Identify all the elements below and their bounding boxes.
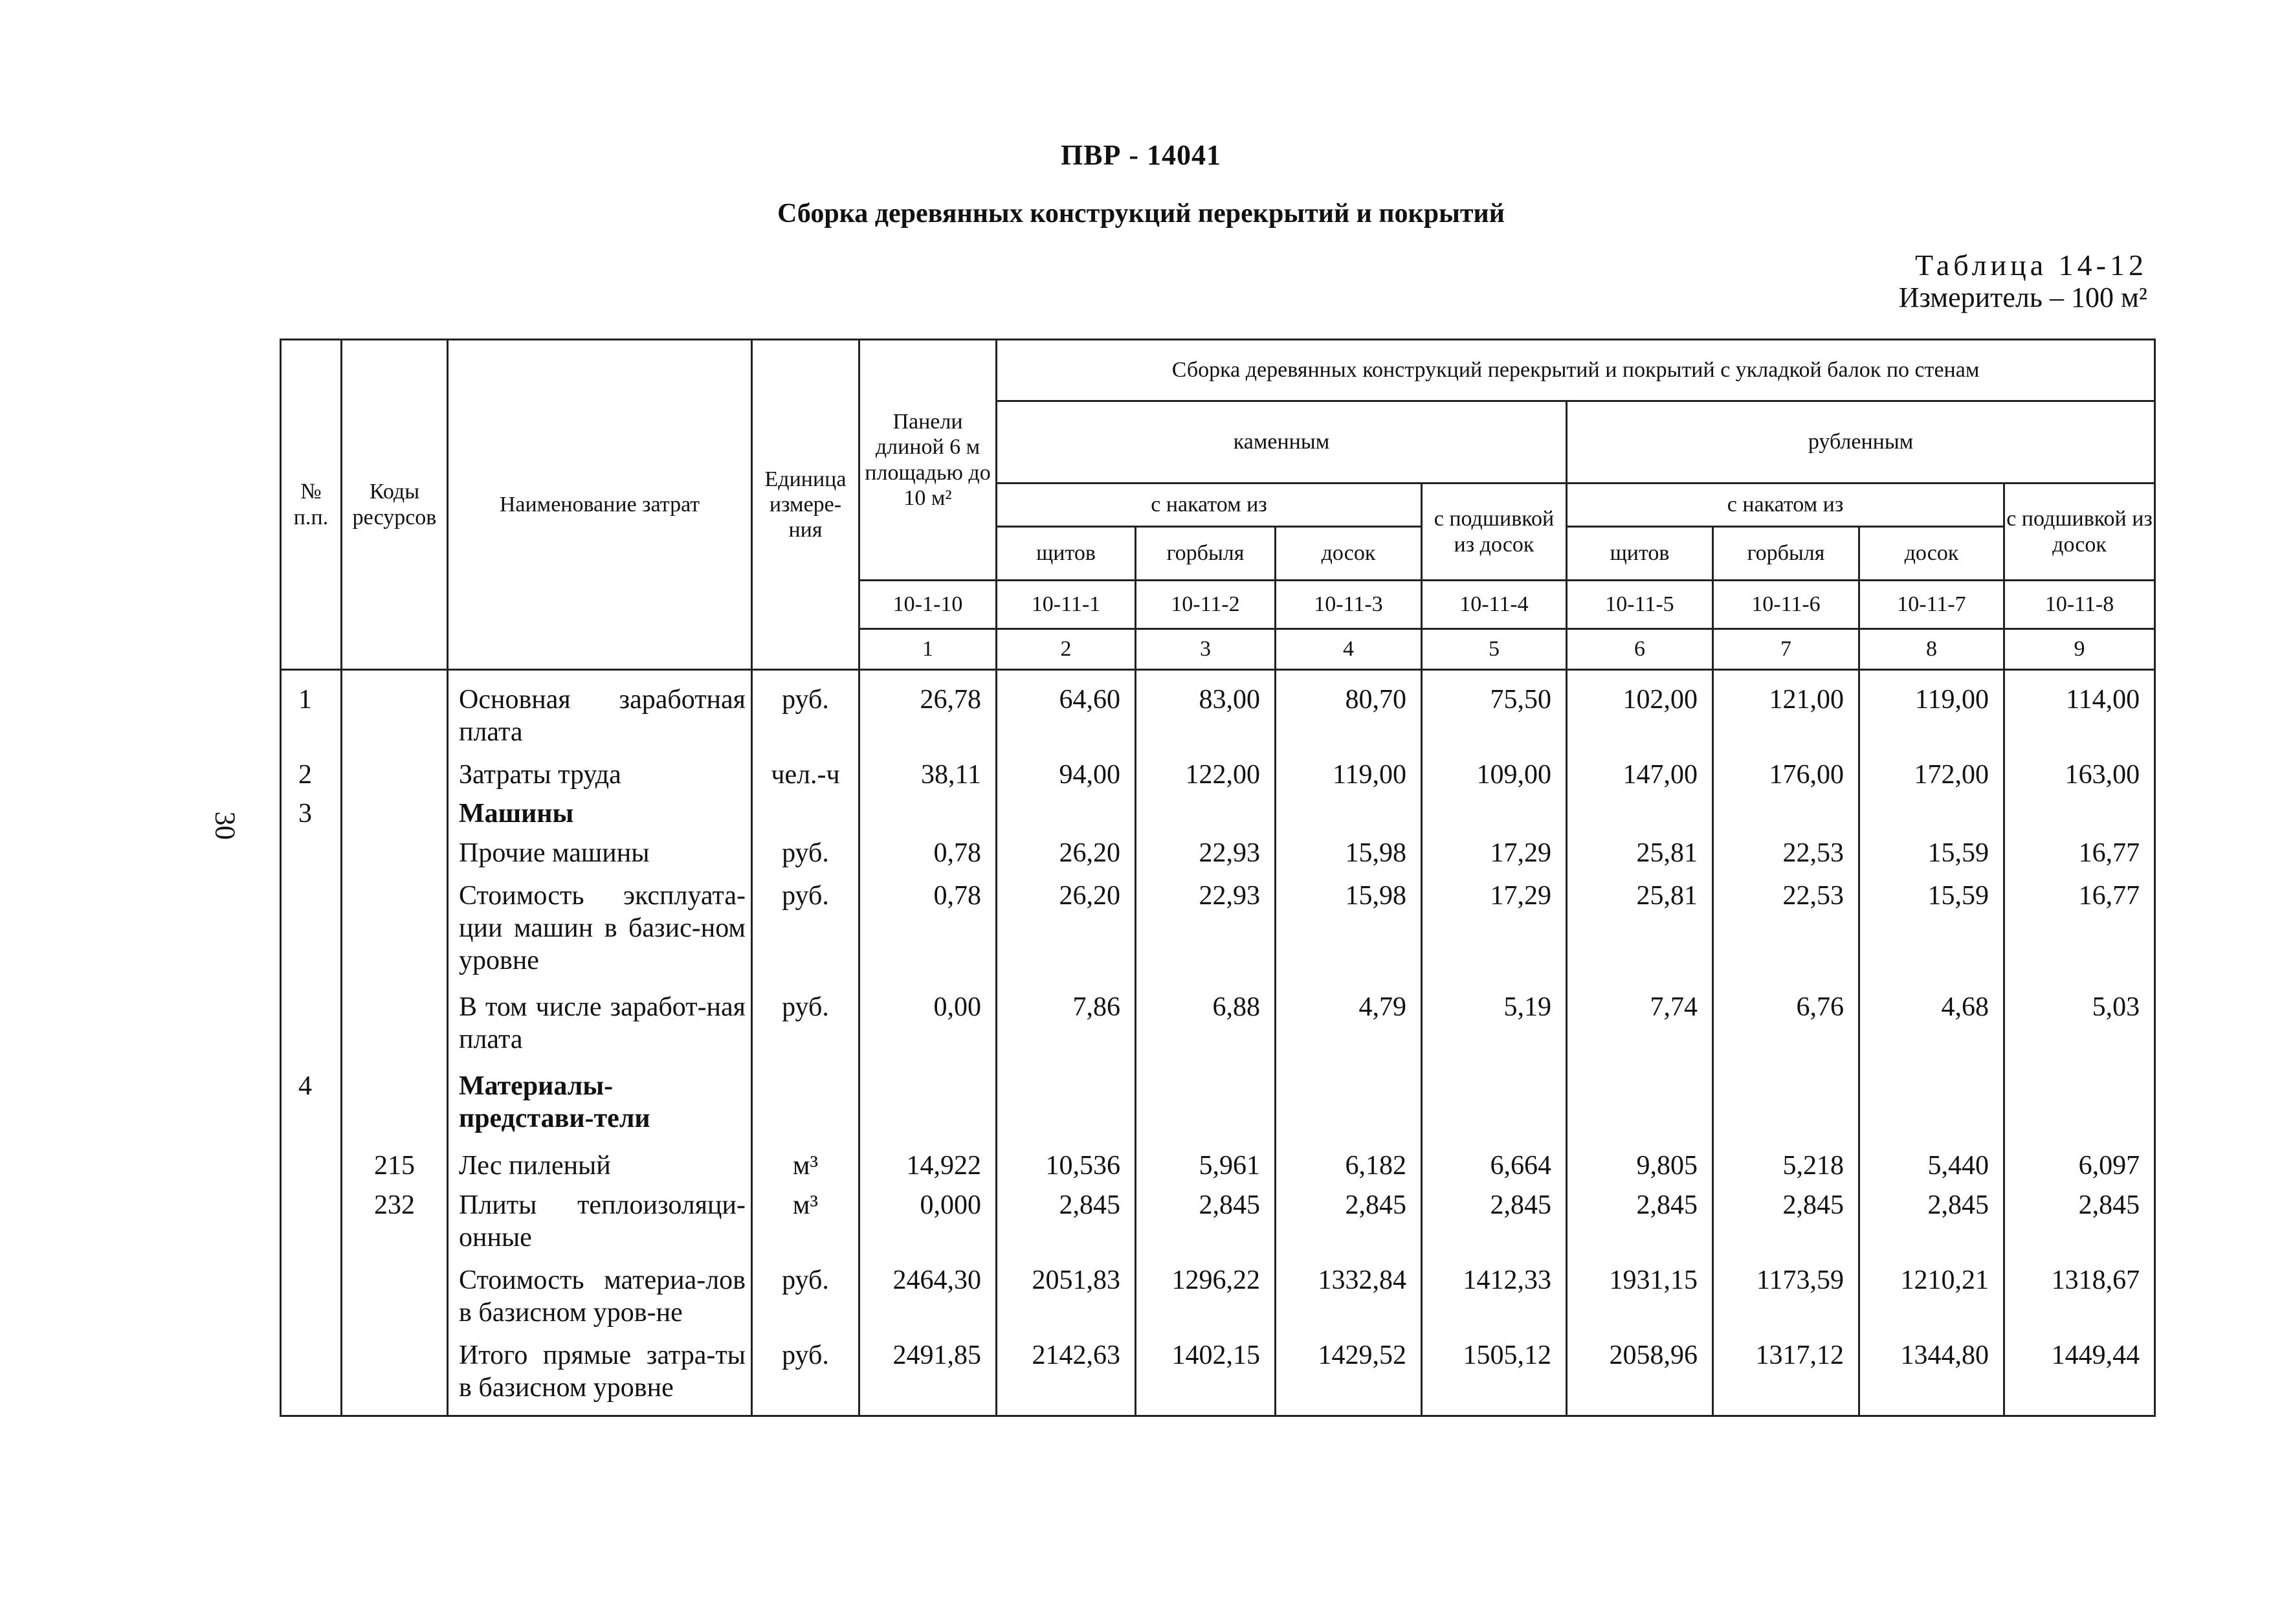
value-cell: 75,50 — [1422, 681, 1567, 756]
cost-name: Затраты труда — [448, 756, 752, 795]
resource-code — [342, 1262, 448, 1337]
cost-name: В том числе заработ-ная плата — [448, 988, 752, 1063]
value-cell: 2051,83 — [997, 1262, 1136, 1337]
unit: руб. — [752, 988, 859, 1063]
cost-name: Плиты теплоизоляци-онные — [448, 1186, 752, 1262]
value-cell: 2491,85 — [859, 1337, 997, 1412]
value-cell: 1344,80 — [1859, 1337, 2004, 1412]
rate-code: 10-11-2 — [1136, 581, 1276, 629]
value-cell: 16,77 — [2004, 834, 2155, 873]
value-cell: 10,536 — [997, 1143, 1136, 1186]
value-cell: 1296,22 — [1136, 1262, 1276, 1337]
measure-unit: Измеритель – 100 м² — [1898, 282, 2147, 313]
unit — [752, 1063, 859, 1143]
value-cell: 0,78 — [859, 834, 997, 873]
value-cell: 26,20 — [997, 873, 1136, 989]
cost-name: Итого прямые затра-ты в базисном уровне — [448, 1337, 752, 1412]
table-row — [281, 834, 2155, 873]
value-cell: 147,00 — [1567, 756, 1713, 795]
value-cell: 6,097 — [2004, 1143, 2155, 1186]
value-cell: 15,98 — [1276, 873, 1422, 989]
unit: руб. — [752, 1337, 859, 1412]
value-cell: 5,440 — [1859, 1143, 2004, 1186]
value-cell — [2004, 1063, 2155, 1143]
value-cell — [2004, 795, 2155, 834]
value-cell: 1173,59 — [1713, 1262, 1859, 1337]
cost-name: Прочие машины — [448, 834, 752, 873]
value-cell: 15,98 — [1276, 834, 1422, 873]
spacer-row — [281, 670, 2155, 682]
value-cell — [1859, 795, 2004, 834]
value-cell: 80,70 — [1276, 681, 1422, 756]
column-index: 2 — [997, 629, 1136, 670]
value-cell: 2,845 — [1567, 1186, 1713, 1262]
value-cell: 22,53 — [1713, 873, 1859, 989]
value-cell: 26,78 — [859, 681, 997, 756]
value-cell: 1429,52 — [1276, 1337, 1422, 1412]
header-lining-log: с подшивкой из досок — [2004, 484, 2155, 581]
header-super: Сборка деревянных конструкций перекрытий и покрытий с укладкой балок по стенам — [997, 340, 2155, 401]
resource-code: 215 — [342, 1143, 448, 1186]
value-cell: 109,00 — [1422, 756, 1567, 795]
unit: м³ — [752, 1186, 859, 1262]
value-cell — [1859, 1063, 2004, 1143]
value-cell: 4,79 — [1276, 988, 1422, 1063]
value-cell — [859, 795, 997, 834]
value-cell: 1332,84 — [1276, 1262, 1422, 1337]
value-cell — [859, 1063, 997, 1143]
value-cell — [997, 795, 1136, 834]
value-cell — [1276, 795, 1422, 834]
value-cell: 2142,63 — [997, 1337, 1136, 1412]
value-cell — [1422, 1063, 1567, 1143]
header-group-log: рубленным — [1567, 401, 2155, 484]
rate-code: 10-11-6 — [1713, 581, 1859, 629]
value-cell: 2,845 — [1422, 1186, 1567, 1262]
value-cell: 25,81 — [1567, 873, 1713, 989]
header-num: № п.п. — [281, 340, 342, 670]
header-roll-stone: с накатом из — [997, 484, 1422, 527]
value-cell: 25,81 — [1567, 834, 1713, 873]
value-cell: 1210,21 — [1859, 1262, 2004, 1337]
value-cell: 16,77 — [2004, 873, 2155, 989]
value-cell — [1136, 795, 1276, 834]
value-cell — [1136, 1063, 1276, 1143]
header-shields-log: щитов — [1567, 527, 1713, 581]
value-cell: 176,00 — [1713, 756, 1859, 795]
rate-code: 10-11-3 — [1276, 581, 1422, 629]
resource-code — [342, 1063, 448, 1143]
row-number: 2 — [281, 756, 342, 795]
row-number — [281, 1262, 342, 1337]
value-cell: 14,922 — [859, 1143, 997, 1186]
row-number — [281, 1143, 342, 1186]
value-cell — [1713, 795, 1859, 834]
value-cell: 1412,33 — [1422, 1262, 1567, 1337]
filler-row — [281, 1412, 2155, 1416]
column-index: 8 — [1859, 629, 2004, 670]
resource-code — [342, 795, 448, 834]
unit: руб. — [752, 1262, 859, 1337]
rate-code: 10-11-7 — [1859, 581, 2004, 629]
column-index: 6 — [1567, 629, 1713, 670]
value-cell — [997, 1063, 1136, 1143]
unit: руб. — [752, 873, 859, 989]
header-code: Коды ресурсов — [342, 340, 448, 670]
value-cell: 26,20 — [997, 834, 1136, 873]
cost-name: Машины — [448, 795, 752, 834]
value-cell: 1505,12 — [1422, 1337, 1567, 1412]
value-cell: 6,664 — [1422, 1143, 1567, 1186]
unit: руб. — [752, 834, 859, 873]
header-panels: Панели длиной 6 м площадью до 10 м² — [859, 340, 997, 581]
value-cell: 119,00 — [1276, 756, 1422, 795]
column-index: 4 — [1276, 629, 1422, 670]
table-body — [281, 670, 2155, 1416]
value-cell: 5,03 — [2004, 988, 2155, 1063]
value-cell: 22,93 — [1136, 873, 1276, 989]
value-cell: 1317,12 — [1713, 1337, 1859, 1412]
header-roll-log: с накатом из — [1567, 484, 2004, 527]
value-cell — [1567, 1063, 1713, 1143]
rate-code: 10-11-4 — [1422, 581, 1567, 629]
column-index: 5 — [1422, 629, 1567, 670]
value-cell — [1422, 795, 1567, 834]
table-row — [281, 873, 2155, 989]
table-row — [281, 1143, 2155, 1186]
column-index: 3 — [1136, 629, 1276, 670]
value-cell: 121,00 — [1713, 681, 1859, 756]
table-row — [281, 681, 2155, 756]
unit: чел.-ч — [752, 756, 859, 795]
value-cell: 1931,15 — [1567, 1262, 1713, 1337]
row-number: 1 — [281, 681, 342, 756]
value-cell: 4,68 — [1859, 988, 2004, 1063]
resource-code — [342, 988, 448, 1063]
value-cell: 122,00 — [1136, 756, 1276, 795]
resource-code — [342, 681, 448, 756]
table-row — [281, 795, 2155, 834]
table-row — [281, 1186, 2155, 1262]
header-lining-stone: с подшивкой из досок — [1422, 484, 1567, 581]
row-number — [281, 1337, 342, 1412]
value-cell: 0,78 — [859, 873, 997, 989]
resource-code — [342, 873, 448, 989]
value-cell: 2464,30 — [859, 1262, 997, 1337]
row-number — [281, 988, 342, 1063]
value-cell: 1402,15 — [1136, 1337, 1276, 1412]
table-row — [281, 1063, 2155, 1143]
rate-code: 10-11-8 — [2004, 581, 2155, 629]
table-row — [281, 756, 2155, 795]
header-group-stone: каменным — [997, 401, 1567, 484]
value-cell: 7,86 — [997, 988, 1136, 1063]
value-cell: 5,19 — [1422, 988, 1567, 1063]
header-name: Наименование затрат — [448, 340, 752, 670]
value-cell: 0,00 — [859, 988, 997, 1063]
value-cell: 9,805 — [1567, 1143, 1713, 1186]
row-number — [281, 834, 342, 873]
value-cell: 2,845 — [1713, 1186, 1859, 1262]
cost-name: Основная заработная плата — [448, 681, 752, 756]
value-cell: 5,961 — [1136, 1143, 1276, 1186]
resource-code — [342, 1337, 448, 1412]
value-cell: 1318,67 — [2004, 1262, 2155, 1337]
value-cell: 94,00 — [997, 756, 1136, 795]
page-number: 30 — [209, 811, 241, 840]
resource-code — [342, 834, 448, 873]
value-cell — [1276, 1063, 1422, 1143]
value-cell: 172,00 — [1859, 756, 2004, 795]
value-cell: 7,74 — [1567, 988, 1713, 1063]
rate-code: 10-11-5 — [1567, 581, 1713, 629]
value-cell: 6,182 — [1276, 1143, 1422, 1186]
value-cell: 0,000 — [859, 1186, 997, 1262]
header-slabs-log: горбыля — [1713, 527, 1859, 581]
value-cell: 64,60 — [997, 681, 1136, 756]
row-number: 4 — [281, 1063, 342, 1143]
value-cell: 6,76 — [1713, 988, 1859, 1063]
value-cell — [1713, 1063, 1859, 1143]
value-cell: 2,845 — [997, 1186, 1136, 1262]
cost-table — [280, 339, 2156, 1417]
rate-code: 10-11-1 — [997, 581, 1136, 629]
value-cell: 22,53 — [1713, 834, 1859, 873]
value-cell: 17,29 — [1422, 834, 1567, 873]
value-cell: 15,59 — [1859, 873, 2004, 989]
value-cell — [1567, 795, 1713, 834]
value-cell: 1449,44 — [2004, 1337, 2155, 1412]
document-title: Сборка деревянных конструкций перекрытий и покрытий — [777, 199, 1505, 228]
value-cell: 6,88 — [1136, 988, 1276, 1063]
cost-name: Стоимость материа-лов в базисном уров-не — [448, 1262, 752, 1337]
header-boards-log: досок — [1859, 527, 2004, 581]
value-cell: 17,29 — [1422, 873, 1567, 989]
column-index: 9 — [2004, 629, 2155, 670]
value-cell: 5,218 — [1713, 1143, 1859, 1186]
table-header — [281, 340, 2155, 670]
value-cell: 102,00 — [1567, 681, 1713, 756]
unit: м³ — [752, 1143, 859, 1186]
column-index: 1 — [859, 629, 997, 670]
resource-code: 232 — [342, 1186, 448, 1262]
value-cell: 163,00 — [2004, 756, 2155, 795]
value-cell: 22,93 — [1136, 834, 1276, 873]
value-cell: 114,00 — [2004, 681, 2155, 756]
table-number: Таблица 14-12 — [1914, 249, 2147, 282]
table-row — [281, 1262, 2155, 1337]
row-number — [281, 873, 342, 989]
cost-name: Лес пиленый — [448, 1143, 752, 1186]
value-cell: 2058,96 — [1567, 1337, 1713, 1412]
resource-code — [342, 756, 448, 795]
value-cell: 2,845 — [1859, 1186, 2004, 1262]
row-number — [281, 1186, 342, 1262]
row-number: 3 — [281, 795, 342, 834]
value-cell: 2,845 — [1136, 1186, 1276, 1262]
header-slabs-stone: горбыля — [1136, 527, 1276, 581]
unit: руб. — [752, 681, 859, 756]
cost-name: Стоимость эксплуата-ции машин в базис-ном уровне — [448, 873, 752, 989]
value-cell: 15,59 — [1859, 834, 2004, 873]
cost-name: Материалы-представи-тели — [448, 1063, 752, 1143]
rate-code: 10-1-10 — [859, 581, 997, 629]
unit — [752, 795, 859, 834]
table-row — [281, 988, 2155, 1063]
column-index: 7 — [1713, 629, 1859, 670]
header-shields-stone: щитов — [997, 527, 1136, 581]
value-cell: 83,00 — [1136, 681, 1276, 756]
header-unit: Единица измере-ния — [752, 340, 859, 670]
table-row — [281, 1337, 2155, 1412]
value-cell: 38,11 — [859, 756, 997, 795]
value-cell: 119,00 — [1859, 681, 2004, 756]
document-code: ПВР - 14041 — [1060, 139, 1222, 171]
value-cell: 2,845 — [2004, 1186, 2155, 1262]
value-cell: 2,845 — [1276, 1186, 1422, 1262]
header-boards-stone: досок — [1276, 527, 1422, 581]
